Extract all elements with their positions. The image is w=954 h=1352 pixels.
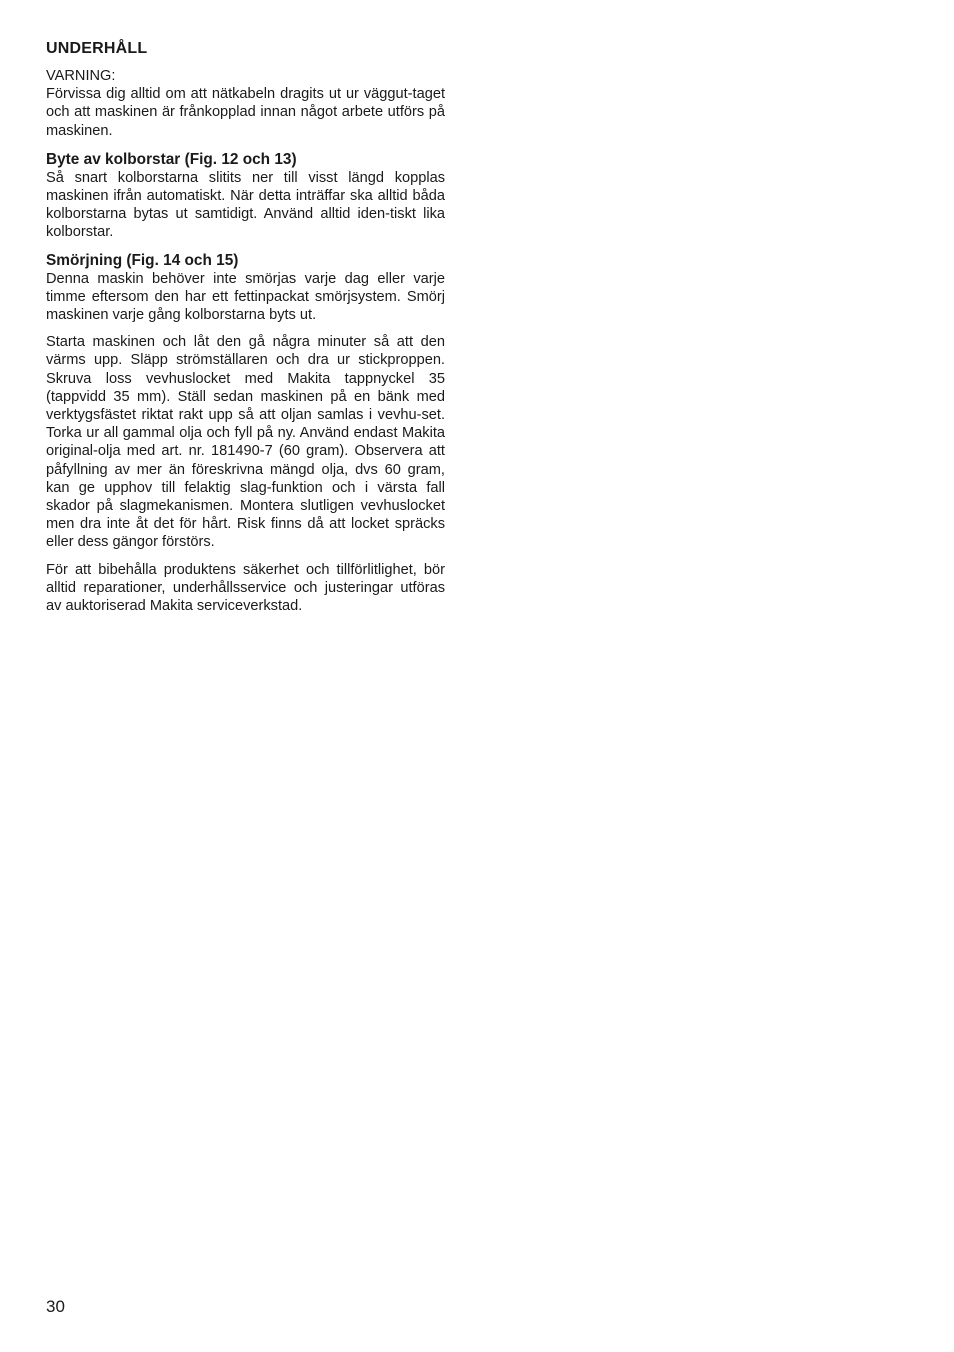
paragraph: För att bibehålla produktens säkerhet och tillförlitlighet, bör alltid reparationer, underhållsservice och justeringar utföras av auktoriserad Makita serviceverkstad.	[46, 561, 445, 615]
subheading-brushes: Byte av kolborstar (Fig. 12 och 13)	[46, 150, 297, 168]
paragraph: Denna maskin behöver inte smörjas varje dag eller varje timme eftersom den har ett fettinpackat smörjsystem. Smörj maskinen varje gång kolborstarna byts ut.	[46, 270, 445, 324]
subheading-lubrication: Smörjning (Fig. 14 och 15)	[46, 251, 239, 269]
paragraph: Starta maskinen och låt den gå några minuter så att den värms upp. Släpp strömställaren och dra ur stickproppen. Skruva loss vevhuslocket med Makita tappnyckel 35 (tappvidd 35 mm). Ställ sedan maskinen på en bänk med verktygsfästet riktat rakt upp så att oljan samlas i vevhu-set. Torka ur all gammal olja och fyll på ny. Använd endast Makita original-olja med art. nr. 181490-7 (60 gram). Observera att påfyllning av mer än föreskrivna mängd olja, dvs 60 gram, kan ge upphov till felaktig slag-funktion och i värsta fall skador på slagmekanismen. Montera slutligen vevhuslocket men dra inte åt det för hårt. Risk finns då att locket spräcks eller dess gängor förstörs.	[46, 334, 445, 551]
warning-text: Förvissa dig alltid om att nätkabeln dragits ut ur väggut-taget och att maskinen är frånkopplad innan något arbete utförs på maskinen.	[46, 86, 445, 139]
warning-label: VARNING:	[46, 68, 116, 84]
section-lubrication	[46, 251, 445, 616]
section-brushes	[46, 150, 445, 242]
warning-block	[46, 67, 445, 140]
page-number: 30	[46, 1297, 65, 1316]
paragraph: Så snart kolborstarna slitits ner till visst längd kopplas maskinen ifrån automatiskt. När detta inträffar ska alltid båda kolborstarna bytas ut samtidigt. Använd alltid iden-tiskt lika kolborstar.	[46, 169, 445, 241]
text-column	[46, 38, 445, 624]
section-heading: UNDERHÅLL	[46, 40, 148, 57]
